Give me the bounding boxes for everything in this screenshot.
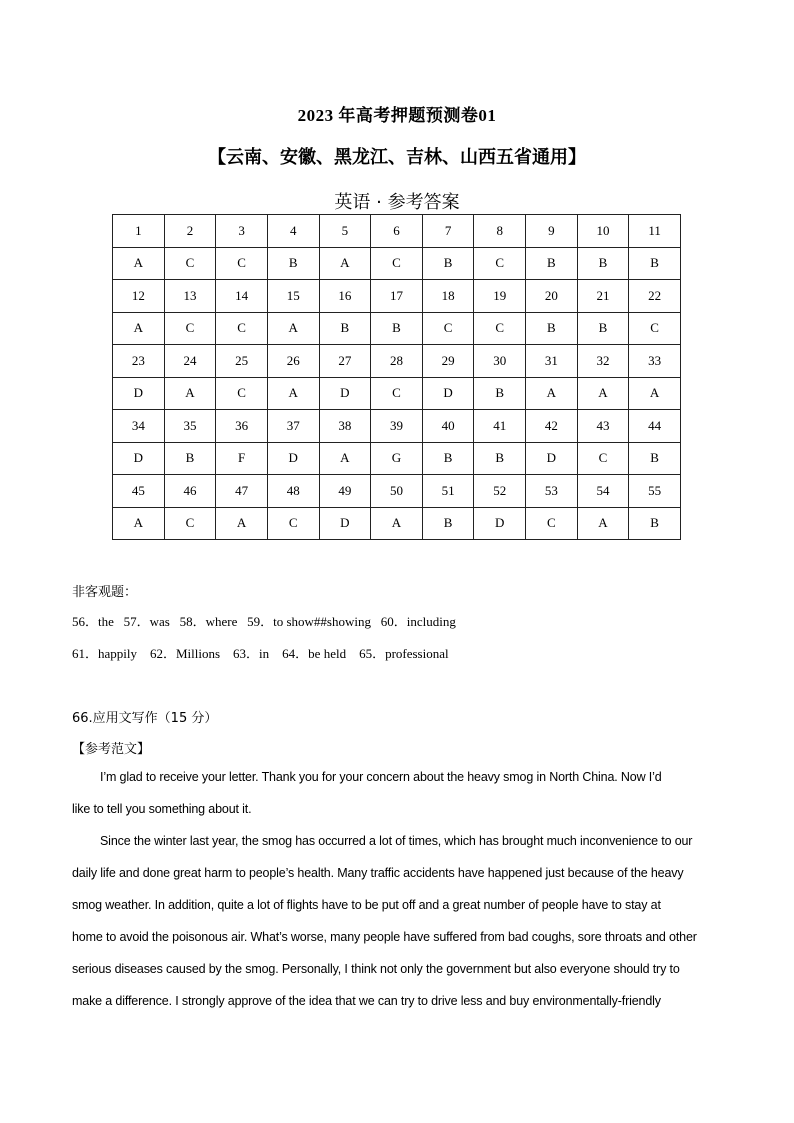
- answer-key-cell: D: [474, 507, 526, 540]
- answer-key-cell: A: [577, 377, 629, 410]
- question-number-row: [113, 475, 681, 508]
- question-number-cell: 3: [216, 215, 268, 248]
- answer-key-row: [113, 442, 681, 475]
- essay-line: Since the winter last year, the smog has occurred a lot of times, which has brought much inconvenience to our: [100, 834, 693, 848]
- question-number-cell: 12: [113, 280, 165, 313]
- question-number-cell: 22: [629, 280, 681, 313]
- question-number-cell: 43: [577, 410, 629, 443]
- question-number-cell: 46: [164, 475, 216, 508]
- answer-key-cell: D: [319, 377, 371, 410]
- model-essay-label: 【参考范文】: [72, 742, 151, 757]
- question-number-cell: 42: [526, 410, 578, 443]
- question-number-cell: 24: [164, 345, 216, 378]
- question-number-cell: 32: [577, 345, 629, 378]
- question-number-row: [113, 280, 681, 313]
- question-number-cell: 35: [164, 410, 216, 443]
- answer-key-cell: C: [629, 312, 681, 345]
- question-number-cell: 30: [474, 345, 526, 378]
- question-number-cell: 25: [216, 345, 268, 378]
- answer-key-cell: A: [113, 247, 165, 280]
- answer-key-cell: C: [577, 442, 629, 475]
- answer-key-cell: D: [113, 377, 165, 410]
- question-number-cell: 8: [474, 215, 526, 248]
- question-number-cell: 52: [474, 475, 526, 508]
- essay-line: I’m glad to receive your letter. Thank you for your concern about the heavy smog in North China. Now I’d: [100, 770, 662, 784]
- answer-key-cell: A: [526, 377, 578, 410]
- question-number-cell: 15: [267, 280, 319, 313]
- answer-key-cell: C: [371, 377, 423, 410]
- answer-key-cell: B: [422, 442, 474, 475]
- question-number-cell: 39: [371, 410, 423, 443]
- question-number-cell: 9: [526, 215, 578, 248]
- question-number-cell: 36: [216, 410, 268, 443]
- answer-table: [112, 214, 681, 540]
- answer-key-cell: B: [422, 507, 474, 540]
- page-subtitle: 【云南、安徽、黑龙江、吉林、山西五省通用】: [208, 147, 586, 168]
- question-number-cell: 29: [422, 345, 474, 378]
- answer-key-cell: C: [474, 247, 526, 280]
- question-number-cell: 14: [216, 280, 268, 313]
- question-number-cell: 4: [267, 215, 319, 248]
- answer-key-cell: F: [216, 442, 268, 475]
- answer-key-cell: A: [577, 507, 629, 540]
- question-number-cell: 51: [422, 475, 474, 508]
- answer-key-cell: A: [267, 377, 319, 410]
- question-number-cell: 55: [629, 475, 681, 508]
- fill-in-answers-line-2: 61．happily 62．Millions 63．in 64．be held 65．professional: [72, 646, 449, 661]
- answer-key-cell: D: [319, 507, 371, 540]
- answer-key-cell: C: [371, 247, 423, 280]
- question-number-cell: 10: [577, 215, 629, 248]
- question-number-cell: 37: [267, 410, 319, 443]
- answer-key-cell: C: [216, 377, 268, 410]
- answer-key-row: [113, 312, 681, 345]
- fill-in-answers-line-1: 56．the 57．was 58．where 59．to show##showing 60．including: [72, 614, 456, 629]
- essay-line: smog weather. In addition, quite a lot of flights have to be put off and a great number of people have to stay at: [72, 898, 661, 912]
- question-number-cell: 20: [526, 280, 578, 313]
- subjective-label: 非客观题：: [72, 585, 138, 600]
- answer-key-cell: A: [319, 247, 371, 280]
- question-number-cell: 31: [526, 345, 578, 378]
- question-number-cell: 18: [422, 280, 474, 313]
- answer-key-cell: C: [216, 312, 268, 345]
- question-number-cell: 26: [267, 345, 319, 378]
- answer-key-cell: B: [319, 312, 371, 345]
- answer-key-cell: D: [113, 442, 165, 475]
- question-number-cell: 44: [629, 410, 681, 443]
- answer-key-row: [113, 377, 681, 410]
- question-number-cell: 23: [113, 345, 165, 378]
- answer-key-cell: B: [526, 312, 578, 345]
- question-number-cell: 41: [474, 410, 526, 443]
- question-number-cell: 47: [216, 475, 268, 508]
- question-number-cell: 7: [422, 215, 474, 248]
- answer-key-cell: B: [474, 377, 526, 410]
- question-number-cell: 50: [371, 475, 423, 508]
- question-number-cell: 28: [371, 345, 423, 378]
- answer-key-cell: A: [216, 507, 268, 540]
- question-number-cell: 38: [319, 410, 371, 443]
- answer-key-cell: C: [216, 247, 268, 280]
- question-number-cell: 19: [474, 280, 526, 313]
- question-number-cell: 11: [629, 215, 681, 248]
- answer-key-cell: A: [267, 312, 319, 345]
- question-number-cell: 40: [422, 410, 474, 443]
- question-number-cell: 53: [526, 475, 578, 508]
- answer-key-cell: B: [474, 442, 526, 475]
- answer-key-cell: A: [371, 507, 423, 540]
- answer-key-cell: C: [164, 247, 216, 280]
- essay-line: serious diseases caused by the smog. Personally, I think not only the government but also everyone should try to: [72, 962, 680, 976]
- answer-key-cell: B: [267, 247, 319, 280]
- question-number-row: [113, 215, 681, 248]
- answer-key-cell: D: [526, 442, 578, 475]
- question-number-row: [113, 345, 681, 378]
- question-number-cell: 27: [319, 345, 371, 378]
- answer-key-cell: C: [526, 507, 578, 540]
- answer-key-cell: A: [164, 377, 216, 410]
- answer-key-cell: B: [629, 247, 681, 280]
- question-number-cell: 34: [113, 410, 165, 443]
- question-number-cell: 21: [577, 280, 629, 313]
- answer-key-cell: A: [113, 507, 165, 540]
- question-number-cell: 16: [319, 280, 371, 313]
- answer-key-cell: B: [577, 247, 629, 280]
- answer-key-cell: B: [371, 312, 423, 345]
- question-number-cell: 45: [113, 475, 165, 508]
- section-title: 英语 · 参考答案: [334, 192, 460, 213]
- answer-key-cell: D: [422, 377, 474, 410]
- answer-key-row: [113, 247, 681, 280]
- answer-key-cell: A: [629, 377, 681, 410]
- answer-key-cell: A: [113, 312, 165, 345]
- question-number-cell: 5: [319, 215, 371, 248]
- question-number-cell: 1: [113, 215, 165, 248]
- page-title: 2023 年高考押题预测卷01: [297, 106, 497, 125]
- answer-key-cell: C: [267, 507, 319, 540]
- answer-key-cell: B: [422, 247, 474, 280]
- essay-line: home to avoid the poisonous air. What’s worse, many people have suffered from bad coughs, sore throats and other: [72, 930, 697, 944]
- question-number-cell: 48: [267, 475, 319, 508]
- question-number-row: [113, 410, 681, 443]
- essay-line: daily life and done great harm to people’s health. Many traffic accidents have happened just because of the heavy: [72, 866, 684, 880]
- answer-key-cell: C: [474, 312, 526, 345]
- question-number-cell: 33: [629, 345, 681, 378]
- answer-key-cell: C: [422, 312, 474, 345]
- answer-key-cell: B: [629, 442, 681, 475]
- answer-key-cell: A: [319, 442, 371, 475]
- question-number-cell: 2: [164, 215, 216, 248]
- writing-heading: 66.应用文写作（15 分）: [72, 711, 218, 726]
- question-number-cell: 6: [371, 215, 423, 248]
- answer-key-cell: C: [164, 507, 216, 540]
- answer-key-row: [113, 507, 681, 540]
- answer-key-cell: D: [267, 442, 319, 475]
- answer-key-cell: B: [629, 507, 681, 540]
- question-number-cell: 54: [577, 475, 629, 508]
- question-number-cell: 13: [164, 280, 216, 313]
- question-number-cell: 17: [371, 280, 423, 313]
- answer-key-cell: G: [371, 442, 423, 475]
- answer-key-cell: B: [164, 442, 216, 475]
- answer-key-cell: B: [526, 247, 578, 280]
- essay-line: like to tell you something about it.: [72, 802, 252, 816]
- question-number-cell: 49: [319, 475, 371, 508]
- answer-key-cell: B: [577, 312, 629, 345]
- answer-key-cell: C: [164, 312, 216, 345]
- essay-line: make a difference. I strongly approve of the idea that we can try to drive less and buy environmentally-friendly: [72, 994, 661, 1008]
